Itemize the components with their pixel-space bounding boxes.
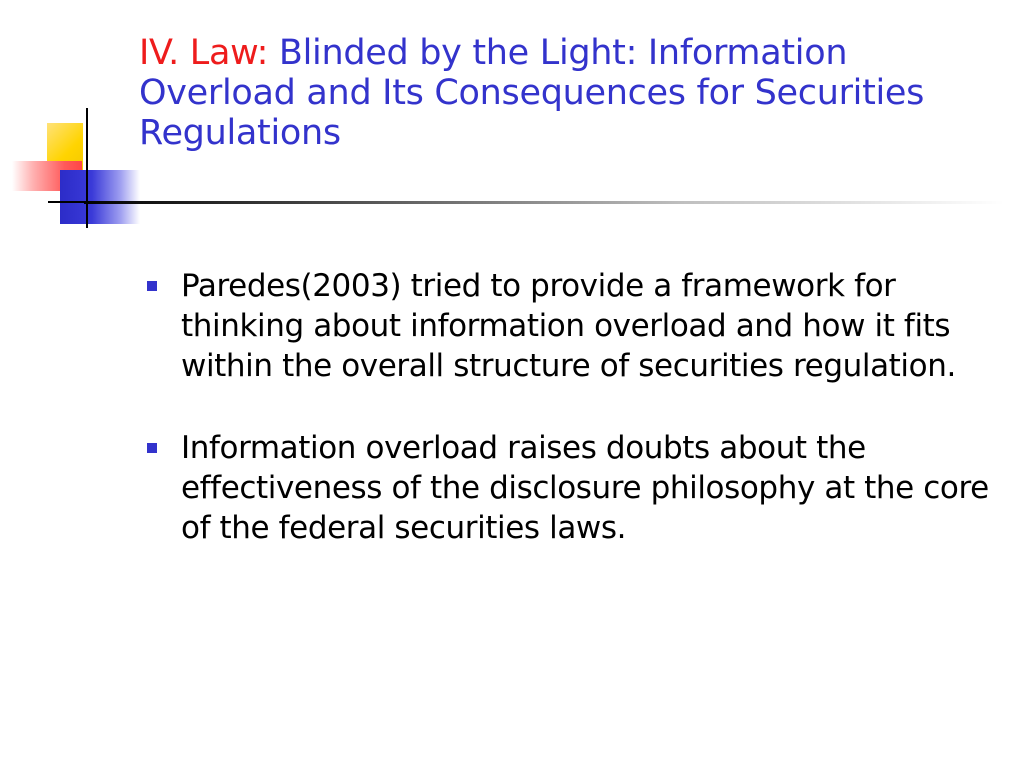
squares-crosshair-logo-icon xyxy=(0,100,150,230)
bullet-text: Information overload raises doubts about the effectiveness of the disclosure philosophy at the core of the federal securities laws. xyxy=(181,430,989,546)
bullet-list xyxy=(147,266,997,590)
bullet-item xyxy=(147,428,997,548)
square-bullet-icon xyxy=(147,443,157,453)
title-prefix: IV. Law: xyxy=(139,33,279,73)
bullet-item xyxy=(147,266,997,386)
slide-title xyxy=(139,34,1009,154)
bullet-text: Paredes(2003) tried to provide a framework for thinking about information overload and how it fits within the overall structure of securities regulation. xyxy=(181,268,956,384)
vertical-line-shape xyxy=(86,108,88,228)
square-bullet-icon xyxy=(147,281,157,291)
blue-square-shape xyxy=(60,170,140,224)
title-text: Blinded by the Light: Information Overload and Its Consequences for Securities Regulations xyxy=(139,33,925,153)
title-underline-rule xyxy=(84,201,1004,204)
